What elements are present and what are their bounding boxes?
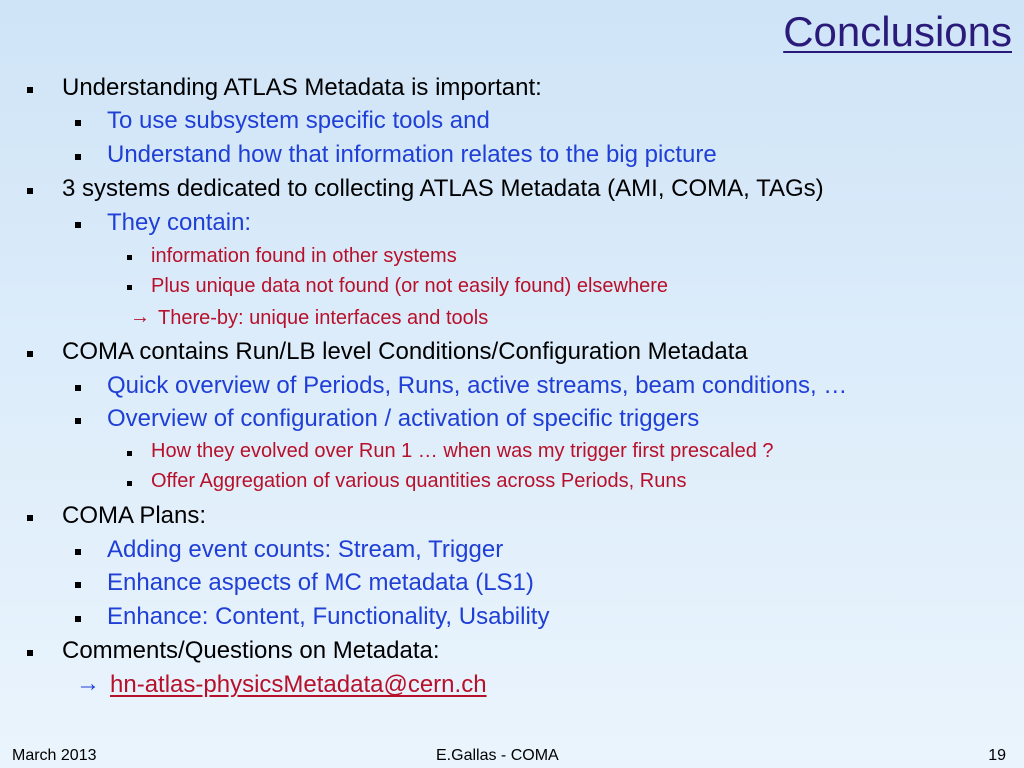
bullet-text: COMA contains Run/LB level Conditions/Configuration Metadata	[62, 338, 748, 365]
bullet-text: 3 systems dedicated to collecting ATLAS Metadata (AMI, COMA, TAGs)	[62, 175, 824, 202]
footer-date: March 2013	[12, 747, 97, 764]
bullet-text: COMA Plans:	[62, 502, 207, 529]
bullet-icon	[75, 418, 81, 424]
bullet-icon	[27, 87, 33, 93]
sub-sub-bullet-text: information found in other systems	[151, 245, 457, 267]
arrow-right-icon: →	[76, 670, 100, 697]
sub-bullet-text: Overview of configuration / activation of specific triggers	[107, 405, 700, 432]
bullet-icon	[127, 451, 132, 456]
bullet-icon	[27, 351, 33, 357]
bullet-icon	[127, 255, 132, 260]
bullet-icon	[75, 582, 81, 588]
bullet-icon	[127, 481, 132, 486]
footer-author: E.Gallas - COMA	[436, 747, 559, 764]
sub-sub-bullet-text: Plus unique data not found (or not easily found) elsewhere	[151, 275, 669, 297]
sub-bullet-text: Enhance aspects of MC metadata (LS1)	[107, 569, 534, 596]
sub-bullet-text: To use subsystem specific tools and	[107, 107, 490, 134]
sub-bullet-text: Enhance: Content, Functionality, Usability	[107, 603, 550, 630]
bullet-icon	[75, 549, 81, 555]
sub-bullet-text: Adding event counts: Stream, Trigger	[107, 536, 504, 563]
bullet-text: Understanding ATLAS Metadata is important:	[62, 74, 542, 101]
bullet-icon	[27, 650, 33, 656]
bullet-icon	[27, 515, 33, 521]
bullet-icon	[75, 616, 81, 622]
arrow-note-text: There-by: unique interfaces and tools	[158, 307, 489, 329]
page-number: 19	[988, 747, 1006, 764]
bullet-icon	[27, 188, 33, 194]
sub-bullet-text: Understand how that information relates to the big picture	[107, 141, 717, 168]
slide-title: Conclusions	[783, 8, 1012, 55]
sub-sub-bullet-text: How they evolved over Run 1 … when was my trigger first prescaled ?	[151, 440, 774, 462]
bullet-icon	[75, 120, 81, 126]
bullet-icon	[75, 385, 81, 391]
bullet-text: Comments/Questions on Metadata:	[62, 637, 440, 664]
sub-bullet-text: Quick overview of Periods, Runs, active streams, beam conditions, …	[107, 372, 848, 399]
sub-bullet-text: They contain:	[107, 209, 252, 236]
bullet-icon	[75, 154, 81, 160]
email-link[interactable]: hn-atlas-physicsMetadata@cern.ch	[110, 671, 487, 698]
bullet-icon	[75, 222, 81, 228]
bullet-icon	[127, 285, 132, 290]
arrow-right-icon: →	[130, 306, 150, 328]
sub-sub-bullet-text: Offer Aggregation of various quantities across Periods, Runs	[151, 470, 687, 492]
